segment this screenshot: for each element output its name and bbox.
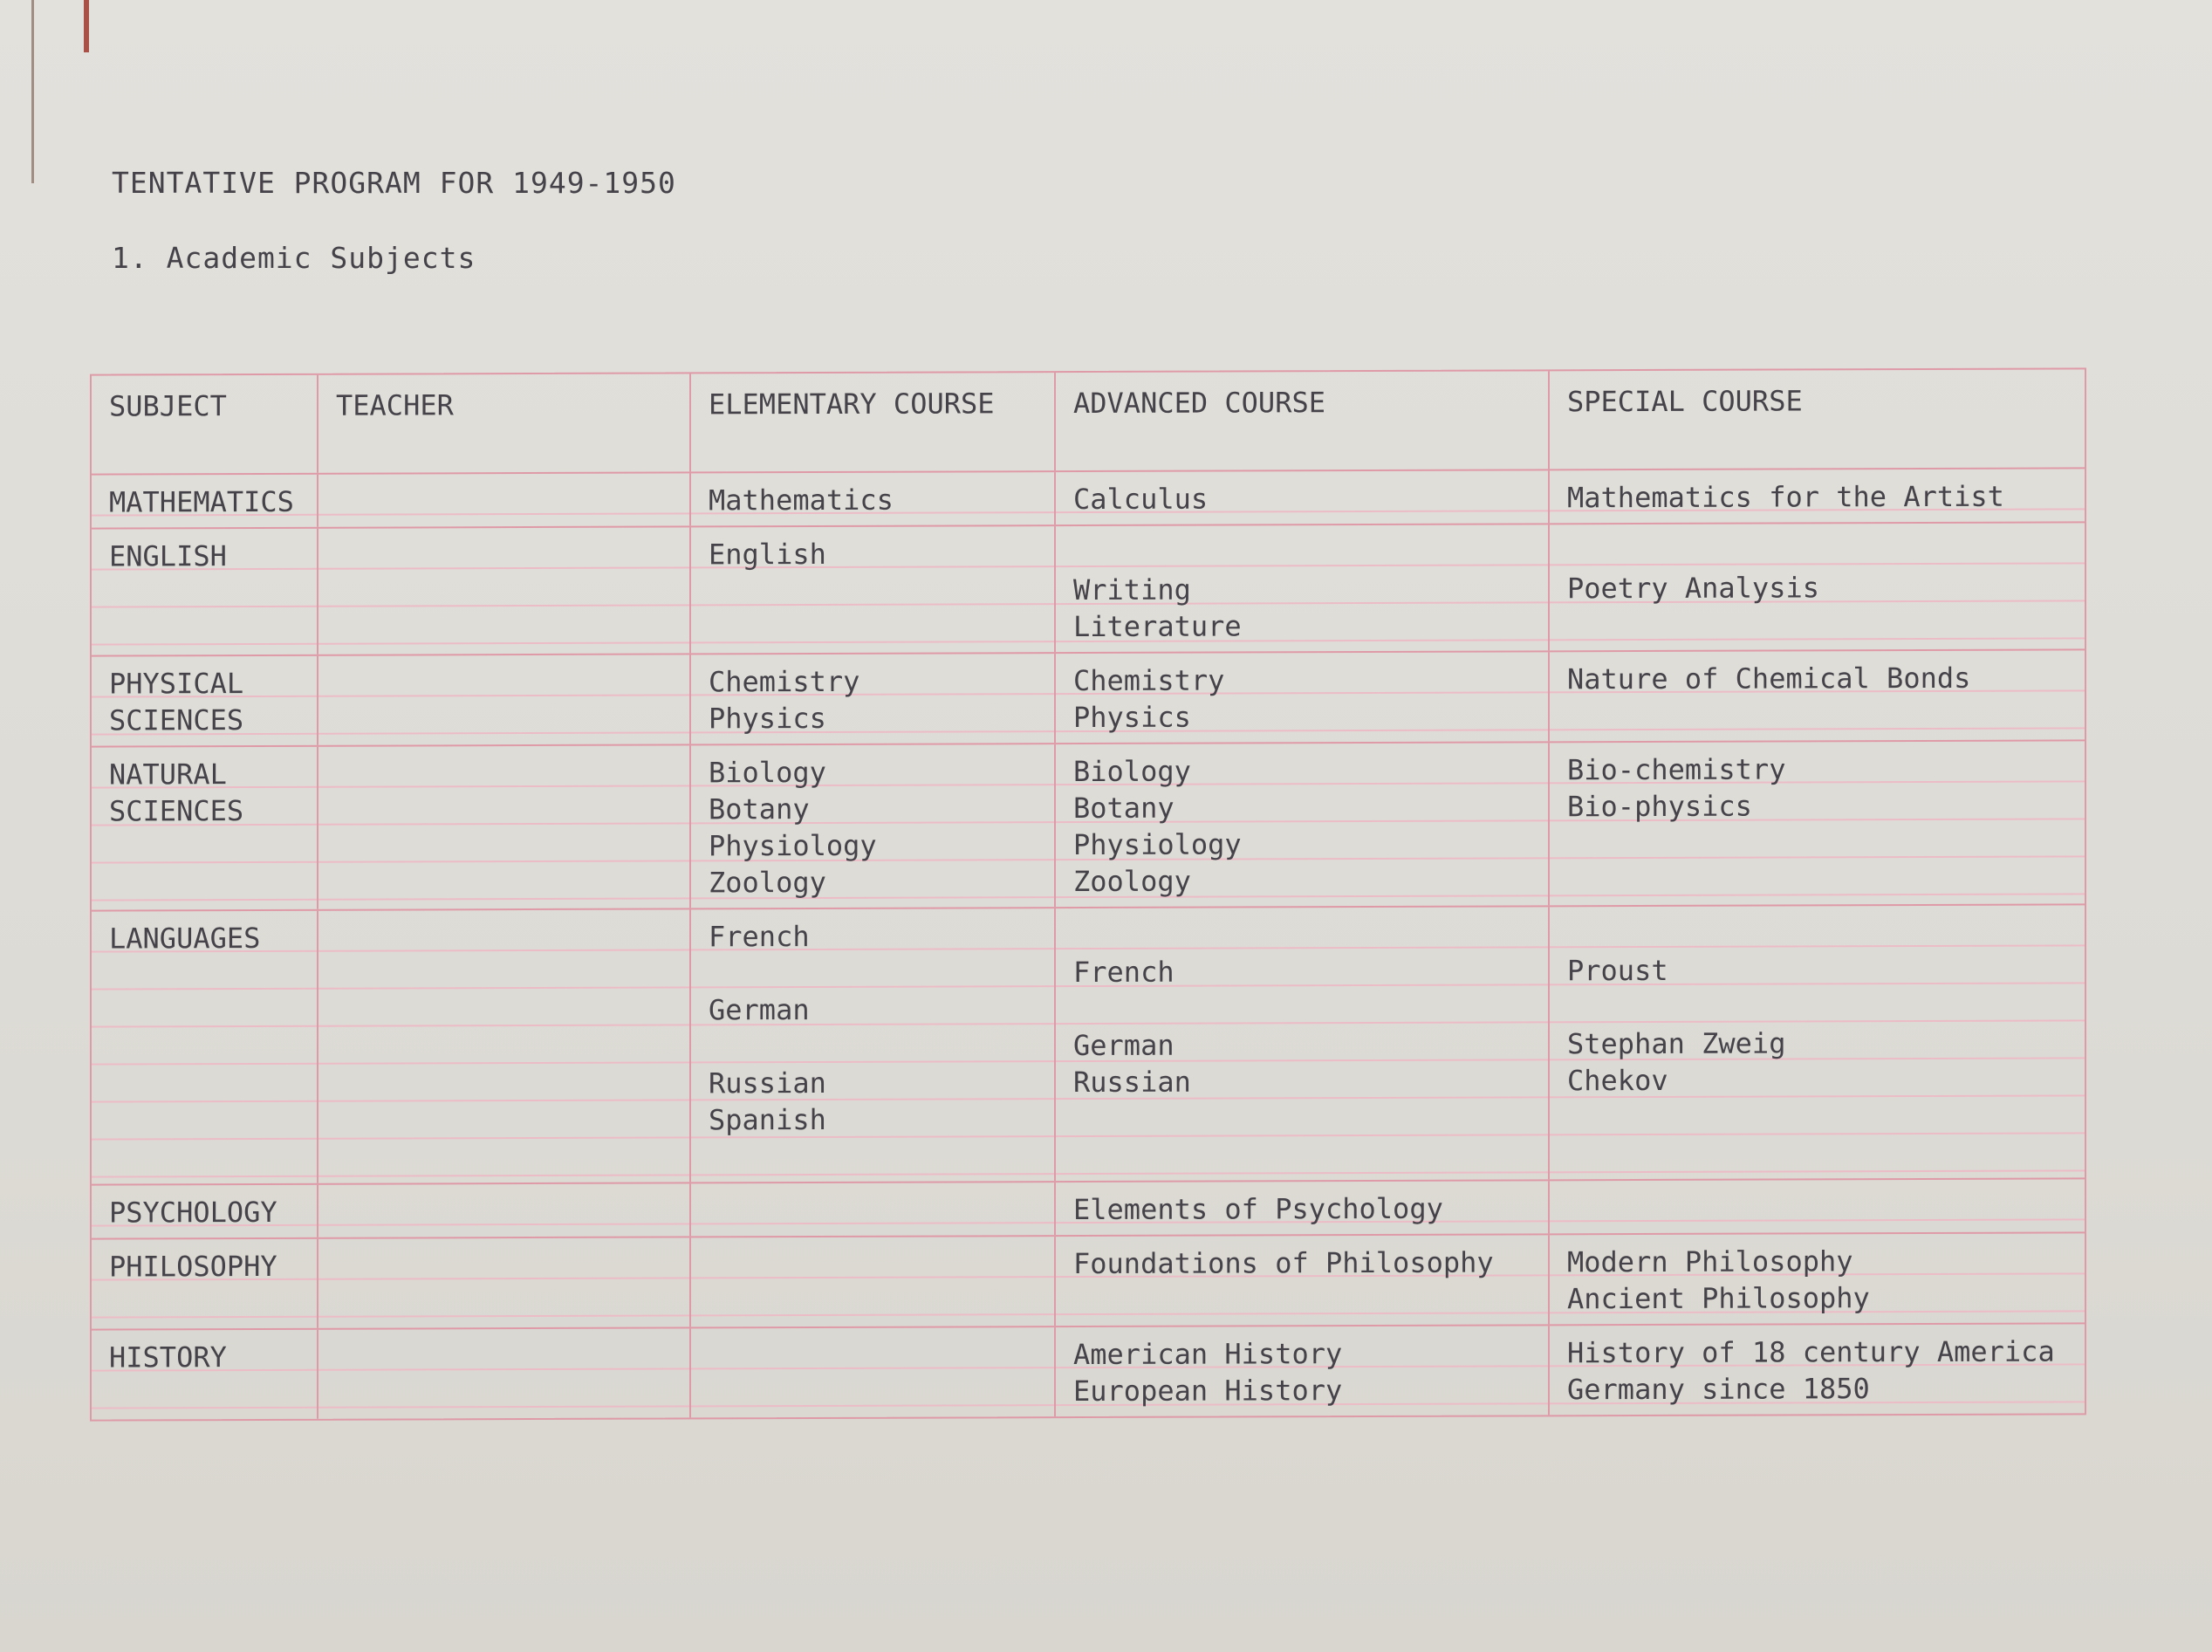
cell-text-line: [336, 1337, 679, 1374]
cell-text-line: [336, 1065, 679, 1102]
table-body: [92, 467, 2085, 1419]
special-course-cell: [1548, 469, 2085, 523]
advanced-course-cell: [1054, 1235, 1548, 1326]
table-row: [92, 903, 2085, 1183]
cell-text-line: Literature: [1073, 609, 1242, 644]
cell-text-line: [1073, 915, 1537, 954]
cell-text-line: French: [709, 920, 810, 954]
header-elementary-course: ELEMENTARY COURSE: [689, 373, 1054, 471]
cell-text-line: [1567, 823, 2074, 861]
table-header-row: [92, 369, 2085, 473]
teacher-cell: [317, 909, 689, 1182]
cell-text-line: [709, 1373, 1044, 1410]
table-row: [92, 648, 2085, 745]
cell-text-line: [336, 1374, 679, 1411]
cell-text-line: [109, 993, 306, 1031]
cell-text-line: [709, 1027, 1044, 1065]
cell-text-line: [1073, 533, 1537, 572]
cell-text-line: [336, 482, 679, 519]
cell-text-line: [336, 1283, 679, 1320]
cell-text-line: Chemistry: [1073, 663, 1225, 698]
cell-text-line: Modern Philosophy: [1567, 1244, 1853, 1279]
cell-text-line: [109, 1066, 306, 1104]
cell-text-line: German: [1073, 1028, 1174, 1063]
cell-text-line: Proust: [1567, 953, 1668, 988]
teacher-cell: [317, 1183, 689, 1237]
cell-text-line: [1567, 696, 2074, 734]
table-row: [92, 1322, 2085, 1419]
cell-text-line: Ancient Philosophy: [1567, 1281, 1870, 1316]
teacher-cell: [317, 527, 689, 654]
cell-text-line: [709, 1336, 1044, 1374]
cell-text-line: Zoology: [709, 865, 826, 900]
cell-text-line: Foundations of Philosophy: [1073, 1245, 1494, 1281]
cell-text-line: Poetry Analysis: [1567, 571, 1819, 606]
cell-text-line: [1567, 860, 2074, 898]
special-course-cell: [1548, 741, 2085, 905]
cell-text-line: [109, 1140, 306, 1177]
cell-text-line: PHILOSOPHY: [109, 1249, 277, 1284]
subject-cell: [92, 656, 317, 746]
cell-text-line: English: [709, 537, 826, 572]
elementary-course-cell: [689, 472, 1054, 525]
cell-text-line: [709, 608, 1044, 646]
advanced-course-cell: [1054, 524, 1548, 652]
cell-text-line: [336, 991, 679, 1029]
cell-text-line: American History: [1073, 1337, 1343, 1372]
cell-text-line: [336, 754, 679, 792]
teacher-cell: [317, 1237, 689, 1327]
subject-cell: [92, 1330, 317, 1420]
cell-text-line: French: [1073, 955, 1174, 990]
cell-text-line: Mathematics for the Artist: [1567, 479, 2004, 515]
program-table: [90, 367, 2086, 1421]
cell-text-line: PHYSICAL: [109, 667, 244, 701]
table-row: [92, 739, 2085, 909]
teacher-cell: [317, 655, 689, 744]
cell-text-line: [1073, 989, 1537, 1027]
cell-text-line: ENGLISH: [109, 539, 227, 573]
cell-text-line: [109, 574, 306, 612]
cell-text-line: Chemistry: [709, 664, 860, 699]
table-row: [92, 1177, 2085, 1237]
cell-text-line: Physics: [1073, 700, 1191, 735]
cell-text-line: Calculus: [1073, 482, 1209, 517]
header-advanced-course: ADVANCED COURSE: [1054, 371, 1548, 470]
cell-text-line: LANGUAGES: [109, 921, 261, 956]
advanced-course-cell: [1054, 907, 1548, 1181]
cell-text-line: [336, 1246, 679, 1284]
cell-text-line: SCIENCES: [109, 703, 244, 737]
cell-text-line: Botany: [709, 792, 810, 826]
cell-text-line: [336, 572, 679, 610]
cell-text-line: [1567, 531, 2074, 570]
cell-text-line: [1073, 1099, 1537, 1137]
cell-text-line: [1567, 987, 2074, 1025]
cell-text-line: [709, 1245, 1044, 1283]
subject-cell: [92, 1185, 317, 1238]
cell-text-line: [109, 866, 306, 903]
cell-text-line: [336, 663, 679, 701]
cell-text-line: [336, 791, 679, 828]
cell-text-line: [336, 1192, 679, 1230]
cell-text-line: Writing: [1073, 572, 1191, 607]
cell-text-line: History of 18 century America: [1567, 1334, 2055, 1370]
cell-text-line: [1567, 1134, 2074, 1172]
cell-text-line: [336, 864, 679, 901]
cell-text-line: Bio-physics: [1567, 789, 1752, 824]
cell-text-line: Germany since 1850: [1567, 1372, 1870, 1407]
cell-text-line: Russian: [709, 1066, 826, 1100]
cell-text-line: Stephan Zweig: [1567, 1026, 1786, 1061]
advanced-course-cell: [1054, 470, 1548, 524]
cell-text-line: [109, 1103, 306, 1141]
advanced-course-cell: [1054, 743, 1548, 907]
special-course-cell: [1548, 1179, 2085, 1233]
cell-text-line: German: [709, 993, 810, 1027]
cell-text-line: [1567, 1097, 2074, 1135]
cell-text-line: Elements of Psychology: [1073, 1191, 1443, 1227]
cell-text-line: Biology: [709, 755, 826, 790]
teacher-cell: [317, 473, 689, 526]
cell-text-line: [336, 1028, 679, 1066]
cell-text-line: [336, 1138, 679, 1176]
cell-text-line: Physiology: [1073, 827, 1242, 862]
header-teacher: TEACHER: [317, 374, 689, 472]
subject-cell: [92, 1239, 317, 1329]
subject-cell: [92, 911, 317, 1184]
cell-text-line: [109, 1030, 306, 1067]
cell-text-line: Bio-chemistry: [1567, 752, 1786, 787]
teacher-cell: [317, 745, 689, 908]
cell-text-line: [1567, 914, 2074, 952]
cell-text-line: Botany: [1073, 791, 1174, 826]
cell-text-line: [336, 609, 679, 647]
cell-text-line: [336, 827, 679, 865]
cell-text-line: [109, 1375, 306, 1413]
subject-cell: [92, 475, 317, 528]
cell-text-line: [336, 536, 679, 573]
elementary-course-cell: [689, 654, 1054, 744]
elementary-course-cell: [689, 1237, 1054, 1326]
cell-text-line: Physiology: [709, 828, 877, 863]
special-course-cell: [1548, 650, 2085, 741]
document-title: TENTATIVE PROGRAM FOR 1949-1950: [112, 166, 676, 200]
table-row: [92, 521, 2085, 655]
teacher-cell: [317, 1328, 689, 1418]
cell-text-line: [709, 572, 1044, 609]
cell-text-line: [1073, 1135, 1537, 1174]
cell-text-line: Physics: [709, 701, 826, 736]
elementary-course-cell: [689, 1327, 1054, 1417]
cell-text-line: [109, 956, 306, 994]
cell-text-line: NATURAL: [109, 757, 227, 792]
cell-text-line: Zoology: [1073, 864, 1191, 899]
special-course-cell: [1548, 1233, 2085, 1324]
cell-text-line: [336, 1101, 679, 1139]
cell-text-line: [709, 1282, 1044, 1320]
cell-text-line: Biology: [1073, 754, 1191, 789]
elementary-course-cell: [689, 908, 1054, 1182]
cell-text-line: HISTORY: [109, 1340, 227, 1374]
cell-text-line: Spanish: [709, 1102, 826, 1137]
cell-text-line: [1567, 1188, 2074, 1226]
table-row: [92, 1231, 2085, 1328]
cell-text-line: MATHEMATICS: [109, 484, 294, 519]
special-course-cell: [1548, 1324, 2085, 1415]
special-course-cell: [1548, 905, 2085, 1179]
cell-text-line: Chekov: [1567, 1063, 1668, 1098]
special-course-cell: [1548, 523, 2085, 650]
cell-text-line: Mathematics: [709, 483, 894, 518]
table-row: [92, 467, 2085, 527]
cell-text-line: [336, 918, 679, 956]
cell-text-line: PSYCHOLOGY: [109, 1195, 277, 1230]
elementary-course-cell: [689, 744, 1054, 908]
header-subject: SUBJECT: [109, 389, 227, 423]
red-pencil-mark: [84, 0, 89, 52]
section-heading: 1. Academic Subjects: [112, 241, 476, 275]
cell-text-line: [109, 1285, 306, 1322]
cell-text-line: [709, 954, 1044, 991]
cell-text-line: [1073, 1280, 1537, 1319]
cell-text-line: Russian: [1073, 1065, 1191, 1100]
cell-text-line: [1567, 605, 2074, 643]
cell-text-line: [709, 1137, 1044, 1175]
cell-text-line: [336, 700, 679, 737]
advanced-course-cell: [1054, 652, 1548, 743]
margin-mark: [31, 0, 38, 183]
advanced-course-cell: [1054, 1181, 1548, 1235]
cell-text-line: SCIENCES: [109, 794, 244, 828]
advanced-course-cell: [1054, 1326, 1548, 1416]
cell-text-line: [336, 955, 679, 992]
elementary-course-cell: [689, 1182, 1054, 1236]
subject-cell: [92, 747, 317, 910]
cell-text-line: [709, 1191, 1044, 1229]
elementary-course-cell: [689, 526, 1054, 653]
subject-cell: [92, 529, 317, 655]
cell-text-line: Nature of Chemical Bonds: [1567, 661, 1971, 696]
cell-text-line: European History: [1073, 1374, 1343, 1409]
header-special-course: SPECIAL COURSE: [1548, 369, 2085, 469]
cell-text-line: [109, 829, 306, 867]
cell-text-line: [109, 611, 306, 648]
